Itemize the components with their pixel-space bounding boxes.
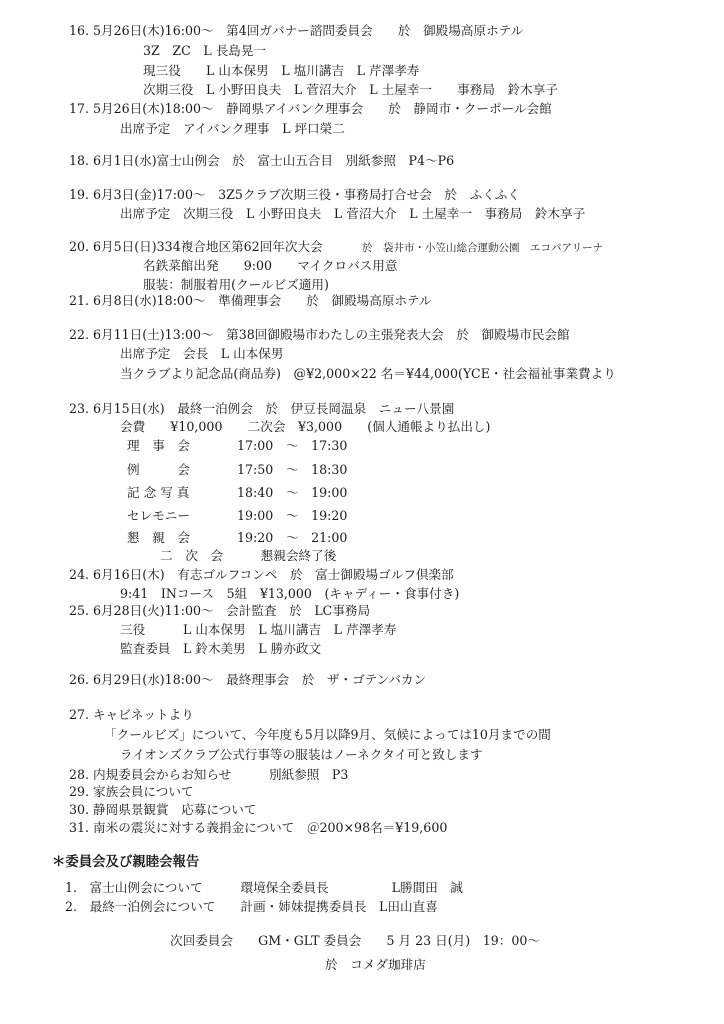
item-27: 27. キャビネットより — [69, 707, 194, 722]
item-25-detail: 監査委員 L 鈴木美男 L 勝亦政文 — [120, 641, 322, 656]
item-22: 22. 6月11日(土)13:00～ 第38回御殿場市わたしの主張発表大会 於 御殿場市民会館 — [69, 327, 570, 342]
reports-heading: ＊委員会及び親睦会報告 — [52, 854, 200, 870]
schedule-label: 理 事 会 — [127, 438, 190, 453]
schedule-time: 17:00 ～ 17:30 — [237, 438, 348, 453]
item-17-detail: 出席予定 アイバンク理事 L 坪口榮二 — [120, 121, 345, 136]
item-16-detail: 3Z ZC L 長島晃一 — [143, 43, 267, 58]
schedule-label: 懇 親 会 — [127, 530, 190, 545]
item-25-detail: 三役 L 山本保男 L 塩川講吉 L 芹澤孝寿 — [120, 622, 397, 637]
schedule-time: 17:50 ～ 18:30 — [237, 462, 348, 477]
schedule-time: 18:40 ～ 19:00 — [237, 485, 348, 500]
item-20: 20. 6月5日(日)334複合地区第62回年次大会 — [69, 239, 323, 254]
item-17: 17. 5月26日(木)18:00～ 静岡県アイバンク理事会 於 静岡市・クーポール会館 — [69, 101, 552, 116]
schedule-time: 19:00 ～ 19:20 — [237, 508, 348, 523]
item-23: 23. 6月15日(水) 最終一泊例会 於 伊豆長岡温泉 ニュー八景園 — [69, 401, 455, 416]
item-22-detail: 出席予定 会長 L 山本保男 — [120, 346, 284, 361]
schedule-label: 記 念 写 真 — [127, 485, 190, 500]
next-meeting-venue: 於 コメダ珈琲店 — [325, 957, 426, 972]
item-27-detail: ライオンズクラブ公式行事等の服装はノーネクタイ可と致します — [120, 747, 483, 762]
item-23-fee: 会費 ¥10,000 二次会 ¥3,000 (個人通帳より払出し) — [120, 419, 491, 434]
item-18: 18. 6月1日(水)富士山例会 於 富士山五合目 別紙参照 P4～P6 — [69, 153, 455, 168]
schedule-time: 19:20 ～ 21:00 — [237, 530, 348, 545]
item-26: 26. 6月29日(水)18:00～ 最終理事会 於 ザ・ゴテンバカン — [69, 672, 427, 687]
item-19: 19. 6月3日(金)17:00～ 3Z5クラブ次期三役・事務局打合せ会 於 ふくふく — [69, 187, 520, 202]
item-16-detail: 現三役 L 山本保男 L 塩川講吉 L 芹澤孝寿 — [143, 63, 420, 78]
report-item: 2. 最終一泊例会について 計画・姉妹提携委員長 L田山直喜 — [65, 899, 438, 914]
item-19-detail: 出席予定 次期三役 L 小野田良夫 L 菅沼大介 L 土屋幸一 事務局 鈴木享子 — [120, 206, 586, 221]
item-24: 24. 6月16日(木) 有志ゴルフコンペ 於 富士御殿場ゴルフ倶楽部 — [69, 567, 454, 582]
item-24-detail: 9:41 INコース 5組 ¥13,000 (キャディー・食事付き) — [120, 586, 460, 601]
item-25: 25. 6月28日(火)11:00～ 会計監査 於 LC事務局 — [69, 603, 371, 618]
report-item: 1. 富士山例会について 環境保全委員長 L勝間田 誠 — [65, 880, 463, 895]
schedule-last: 二 次 会 懇親会終了後 — [160, 548, 337, 563]
item-29: 29. 家族会員について — [69, 784, 194, 799]
item-27-detail: 「クールビズ」について、今年度も5月以降9月、気候によっては10月までの間 — [104, 727, 551, 742]
item-28: 28. 内規委員会からお知らせ 別紙参照 P3 — [69, 767, 349, 782]
item-21: 21. 6月8日(水)18:00～ 準備理事会 於 御殿場高原ホテル — [69, 293, 432, 308]
item-20-detail: 名鉄菜館出発 9:00 マイクロバス用意 — [143, 258, 398, 273]
item-30: 30. 静岡県景観賞 応募について — [69, 802, 257, 817]
schedule-label: 例 会 — [127, 462, 190, 477]
item-20-detail: 服装：制服着用(クールビズ適用) — [143, 277, 329, 292]
next-meeting: 次回委員会 GM・GLT 委員会 5 月 23 日(月) 19：00～ — [170, 933, 540, 948]
schedule-label: セレモニー — [127, 508, 190, 523]
item-22-detail: 当クラブより記念品(商品券) @¥2,000×22 名＝¥44,000(YCE・社会福祉事業費より — [120, 366, 616, 381]
item-16: 16. 5月26日(木)16:00～ 第4回ガバナー諮問委員会 於 御殿場高原ホテル — [69, 23, 524, 38]
item-16-detail: 次期三役 L 小野田良夫 L 菅沼大介 L 土屋幸一 事務局 鈴木享子 — [143, 82, 558, 97]
item-31: 31. 南米の震災に対する義捐金について ＠200×98名＝¥19,600 — [69, 820, 448, 835]
item-20-venue: 於 袋井市・小笠山総合運動公園 エコパアリーナ — [362, 242, 604, 254]
